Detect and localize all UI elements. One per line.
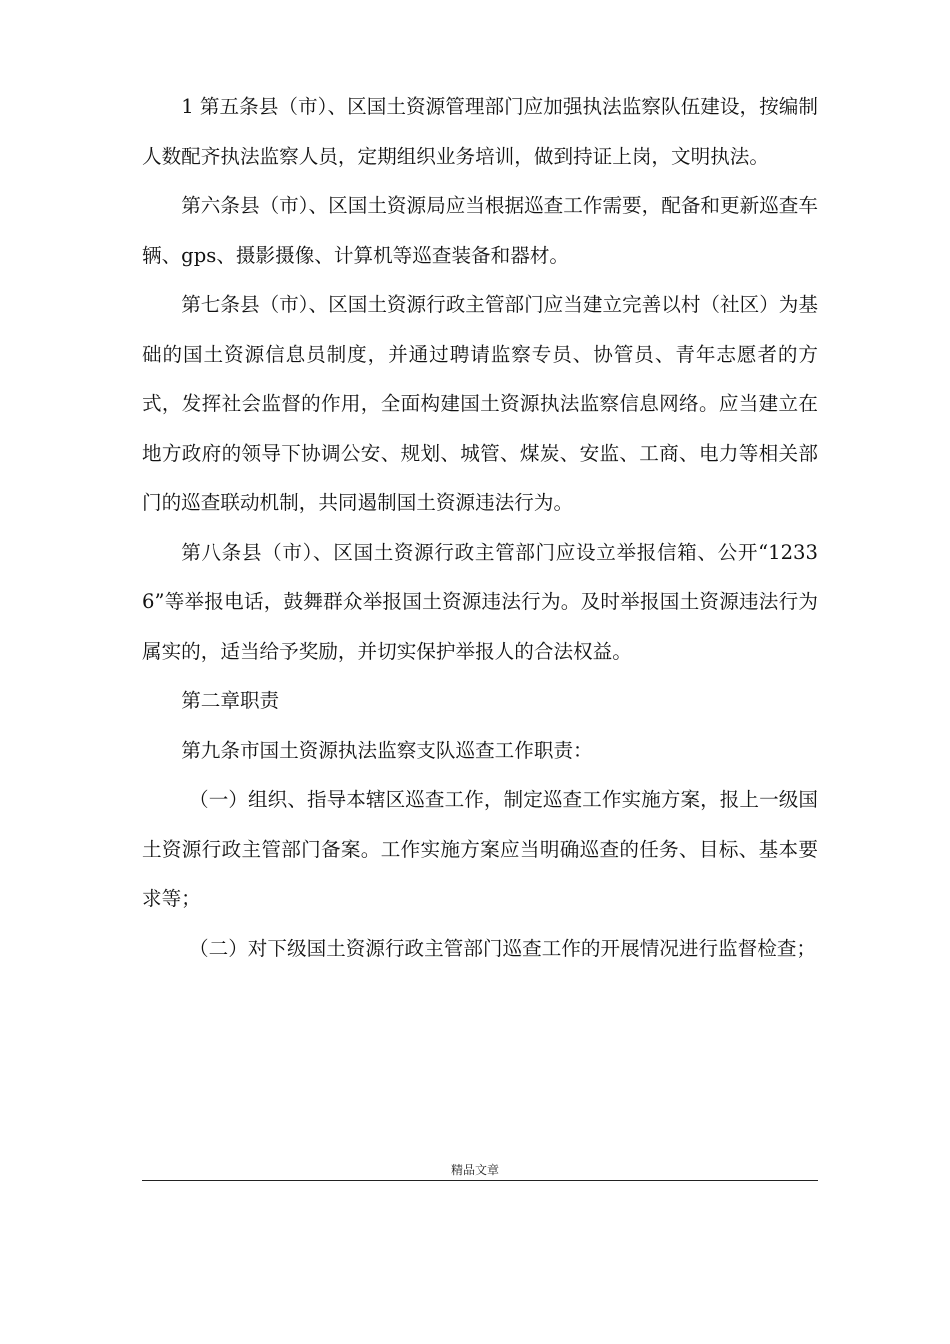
chapter-heading: 第二章职责 <box>181 689 280 712</box>
paragraph-article-7: 第七条县（市）、区国土资源行政主管部门应当建立完善以村（社区）为基础的国土资源信息员制度，并通过聘请监察专员、协管员、青年志愿者的方式，发挥社会监督的作用，全面构建国土资源执法监察信息网络。应当建立在地方政府的领导下协调公安、规划、城管、煤炭、安监、工商、电力等相关部门的巡查联动机制，共同遏制国土资源违法行为。 <box>142 293 818 514</box>
footer-label: 精品文章 <box>450 1163 499 1177</box>
paragraph-article-9: 第九条市国土资源执法监察支队巡查工作职责： <box>181 738 593 762</box>
list-item-1: （一）组织、指导本辖区巡查工作，制定巡查工作实施方案，报上一级国土资源行政主管部门备案。工作实施方案应当明确巡查的任务、目标、基本要求等； <box>142 788 818 910</box>
paragraph-article-8: 第八条县（市）、区国土资源行政主管部门应设立举报信箱、公开“12336”等举报电话，鼓舞群众举报国土资源违法行为。及时举报国土资源违法行为属实的，适当给予奖励，并切实保护举报人的合法权益。 <box>142 540 818 663</box>
list-item-2: （二）对下级国土资源行政主管部门巡查工作的开展情况进行监督检查； <box>189 936 817 960</box>
document-body <box>142 82 818 973</box>
paragraph-article-5: 1 第五条县（市）、区国土资源管理部门应加强执法监察队伍建设，按编制人数配齐执法监察人员，定期组织业务培训，做到持证上岗，文明执法。 <box>142 95 818 168</box>
footer-divider <box>142 1180 818 1181</box>
paragraph-article-6: 第六条县（市）、区国土资源局应当根据巡查工作需要，配备和更新巡查车辆、gps、摄影摄像、计算机等巡查装备和器材。 <box>142 194 818 267</box>
